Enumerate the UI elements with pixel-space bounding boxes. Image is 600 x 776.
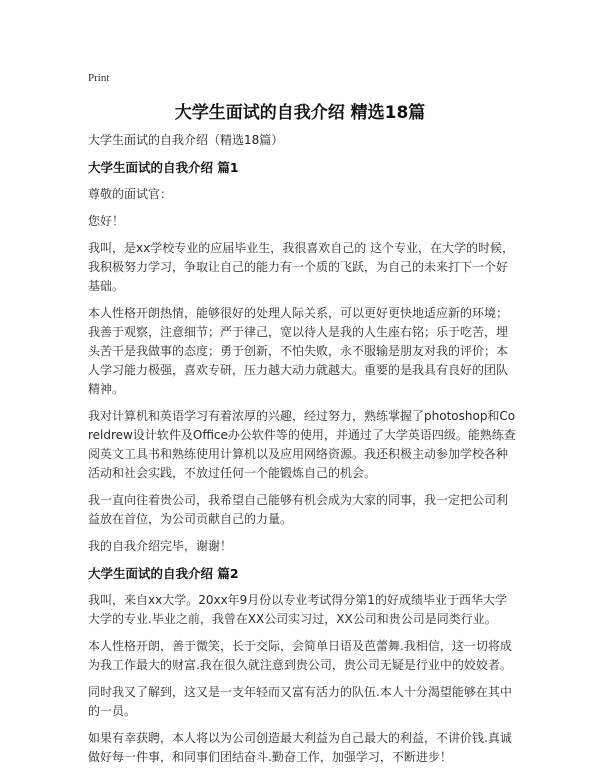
paragraph: 本人性格开朗，善于微笑，长于交际，会简单日语及芭蕾舞.我相信，这一切将成为我工作最大的财富.我在很久就注意到贵公司，贵公司无疑是行业中的姣姣者。 xyxy=(88,639,512,672)
paragraph: 您好！ xyxy=(88,214,125,228)
print-label[interactable]: Print xyxy=(88,72,110,84)
section-heading-2: 大学生面试的自我介绍 篇2 xyxy=(88,566,239,581)
paragraph: 我的自我介绍完毕，谢谢！ xyxy=(88,539,233,553)
paragraph: 尊敬的面试官： xyxy=(88,187,173,201)
paragraph: 如果有幸获聘，本人将以为公司创造最大利益为自己最大的利益，不讲价钱.真诚做好每一件事，和同事们团结奋斗.勤奋工作，加强学习，不断进步！ xyxy=(88,731,512,764)
paragraph: 我叫，是xx学校专业的应届毕业生，我很喜欢自己的 这个专业，在大学的时候，我积极努力学习，争取让自己的能力有一个质的飞跃，为自己的未来打下一个好基础。 xyxy=(88,241,515,293)
paragraph: 我叫，来自xx大学。20xx年9月份以专业考试得分第1的好成绩毕业于西华大学大学的专业.毕业之前，我曾在XX公司实习过，XX公司和贵公司是同类行业。 xyxy=(88,593,507,626)
page-title: 大学生面试的自我介绍 精选18篇 xyxy=(174,103,426,123)
paragraph: 同时我又了解到，这又是一支年轻而又富有活力的队伍.本人十分渴望能够在其中的一员。 xyxy=(88,685,512,718)
document-subtitle: 大学生面试的自我介绍（精选18篇） xyxy=(88,133,284,147)
paragraph: 我一直向往着贵公司，我希望自己能够有机会成为大家的同事，我一定把公司利益放在首位，为公司贡献自己的力量。 xyxy=(88,493,509,526)
document-body xyxy=(88,131,518,775)
paragraph: 本人性格开朗热情，能够很好的处理人际关系，可以更好更快地适应新的环境；我善于观察，注意细节；严于律己，宽以待人是我的人生座右铭；乐于吃苦，埋头苦干是我做事的态度；勇于创新，不怕失败，永不服输是朋友对我的评价；本人学习能力极强，喜欢专研，压力越大动力就越大。重要的是我具有良好的团队精神。 xyxy=(88,306,509,396)
paragraph: 我对计算机和英语学习有着浓厚的兴趣，经过努力，熟练掌握了photoshop和Coreldrew设计软件及Office办公软件等的使用，并通过了大学英语四级。能熟练查阅英文工具书和熟练使用计算机以及应用网络资源。我还积极主动参加学校各种活动和社会实践，不放过任何一个能锻炼自己的机会。 xyxy=(88,409,516,480)
section-heading-1: 大学生面试的自我介绍 篇1 xyxy=(88,160,239,175)
